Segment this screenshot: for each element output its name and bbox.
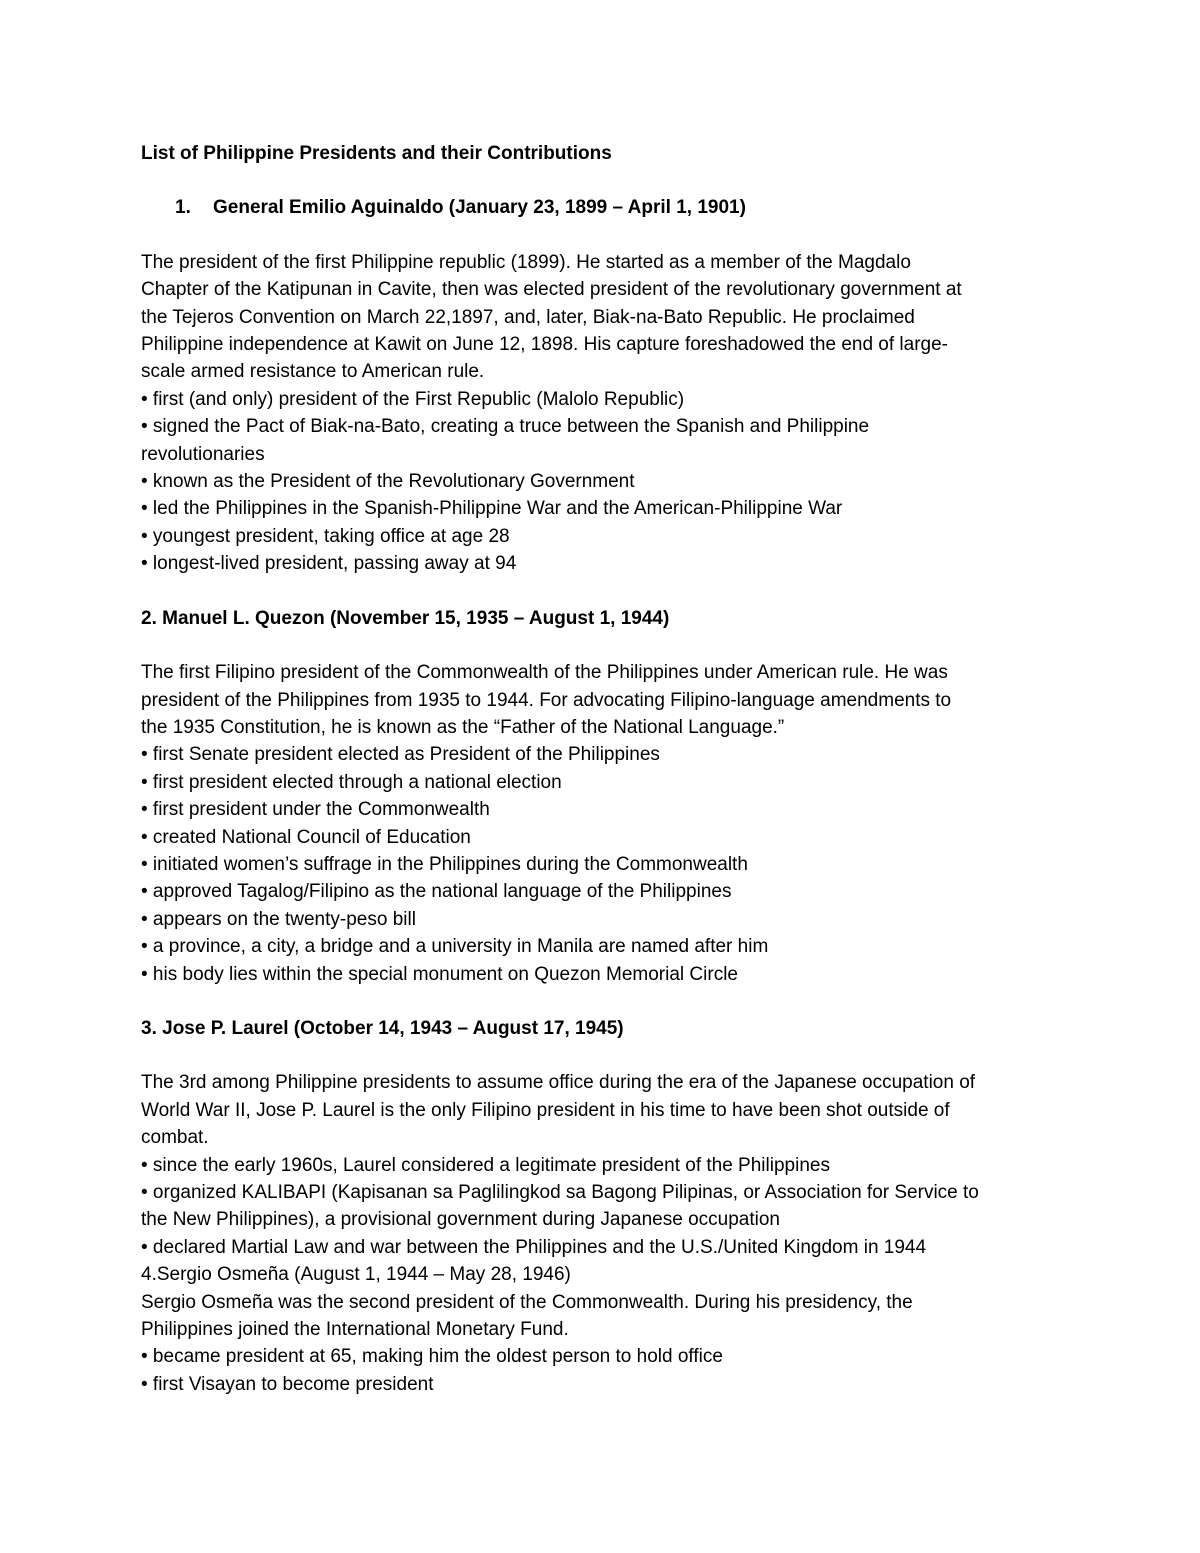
section-heading-text: General Emilio Aguinaldo (January 23, 1899 – April 1, 1901) xyxy=(213,197,746,219)
bullet-item: • youngest president, taking office at age 28 xyxy=(141,525,510,547)
paragraph-line: the 1935 Constitution, he is known as the “Father of the National Language.” xyxy=(141,716,785,738)
bullet-item-continuation: revolutionaries xyxy=(141,443,265,465)
bullet-item: • first Senate president elected as President of the Philippines xyxy=(141,744,660,766)
bullet-item: • organized KALIBAPI (Kapisanan sa Paglilingkod sa Bagong Pilipinas, or Association for Service to xyxy=(141,1182,979,1203)
bullet-item: • first president elected through a national election xyxy=(141,771,562,793)
bullet-item: • longest-lived president, passing away at 94 xyxy=(141,553,517,575)
spacer xyxy=(141,167,1061,194)
bullet-item: • created National Council of Education xyxy=(141,826,471,848)
list-number: 1. xyxy=(175,197,191,219)
paragraph-line: Philippine independence at Kawit on June 12, 1898. His capture foreshadowed the end of large- xyxy=(141,334,948,356)
bullet-item: • initiated women’s suffrage in the Philippines during the Commonwealth xyxy=(141,853,748,875)
paragraph-line: the Tejeros Convention on March 22,1897, and, later, Biak-na-Bato Republic. He proclaimed xyxy=(141,306,915,328)
bullet-item: • led the Philippines in the Spanish-Philippine War and the American-Philippine War xyxy=(141,498,843,520)
bullet-item: • since the early 1960s, Laurel considered a legitimate president of the Philippines xyxy=(141,1154,830,1176)
bullet-item-continuation: the New Philippines), a provisional government during Japanese occupation xyxy=(141,1209,780,1231)
bullet-item: • his body lies within the special monument on Quezon Memorial Circle xyxy=(141,963,738,985)
spacer xyxy=(141,578,1061,605)
bullet-item: • declared Martial Law and war between the Philippines and the U.S./United Kingdom in 1944 xyxy=(141,1236,927,1258)
section-heading-osmena: 4.Sergio Osmeña (August 1, 1944 – May 28, 1946) xyxy=(141,1264,571,1286)
bullet-item: • became president at 65, making him the oldest person to hold office xyxy=(141,1346,723,1368)
paragraph-line: Philippines joined the International Monetary Fund. xyxy=(141,1319,569,1341)
paragraph-line: The 3rd among Philippine presidents to assume office during the era of the Japanese occupation of xyxy=(141,1072,976,1094)
paragraph-line: The president of the first Philippine republic (1899). He started as a member of the Magdalo xyxy=(141,251,911,273)
paragraph-line: The first Filipino president of the Commonwealth of the Philippines under American rule. He was xyxy=(141,662,948,684)
bullet-item: • approved Tagalog/Filipino as the national language of the Philippines xyxy=(141,881,732,903)
bullet-item: • first (and only) president of the First Republic (Malolo Republic) xyxy=(141,388,685,410)
bullet-item: • appears on the twenty-peso bill xyxy=(141,908,416,930)
section-heading-laurel: 3. Jose P. Laurel (October 14, 1943 – August 17, 1945) xyxy=(141,1017,624,1039)
document-page xyxy=(141,140,1061,1398)
paragraph-line: Sergio Osmeña was the second president of the Commonwealth. During his presidency, the xyxy=(141,1291,913,1313)
bullet-item: • first Visayan to become president xyxy=(141,1373,434,1395)
bullet-item: • known as the President of the Revolutionary Government xyxy=(141,471,635,493)
paragraph-line: combat. xyxy=(141,1127,209,1149)
spacer xyxy=(141,988,1061,1015)
paragraph-line: World War II, Jose P. Laurel is the only Filipino president in his time to have been shot outside of xyxy=(141,1099,950,1121)
paragraph-line: president of the Philippines from 1935 to 1944. For advocating Filipino-language amendments to xyxy=(141,689,952,711)
paragraph-line: Chapter of the Katipunan in Cavite, then was elected president of the revolutionary government at xyxy=(141,279,962,301)
paragraph-line: scale armed resistance to American rule. xyxy=(141,361,485,383)
spacer xyxy=(141,1042,1061,1069)
spacer xyxy=(141,222,1061,249)
section-heading-quezon: 2. Manuel L. Quezon (November 15, 1935 – August 1, 1944) xyxy=(141,607,670,629)
spacer xyxy=(141,632,1061,659)
bullet-item: • a province, a city, a bridge and a university in Manila are named after him xyxy=(141,936,769,958)
section-heading-aguinaldo xyxy=(141,194,1061,221)
bullet-item: • first president under the Commonwealth xyxy=(141,799,490,821)
bullet-item: • signed the Pact of Biak-na-Bato, creating a truce between the Spanish and Philippine xyxy=(141,416,870,438)
document-title: List of Philippine Presidents and their Contributions xyxy=(141,143,612,164)
